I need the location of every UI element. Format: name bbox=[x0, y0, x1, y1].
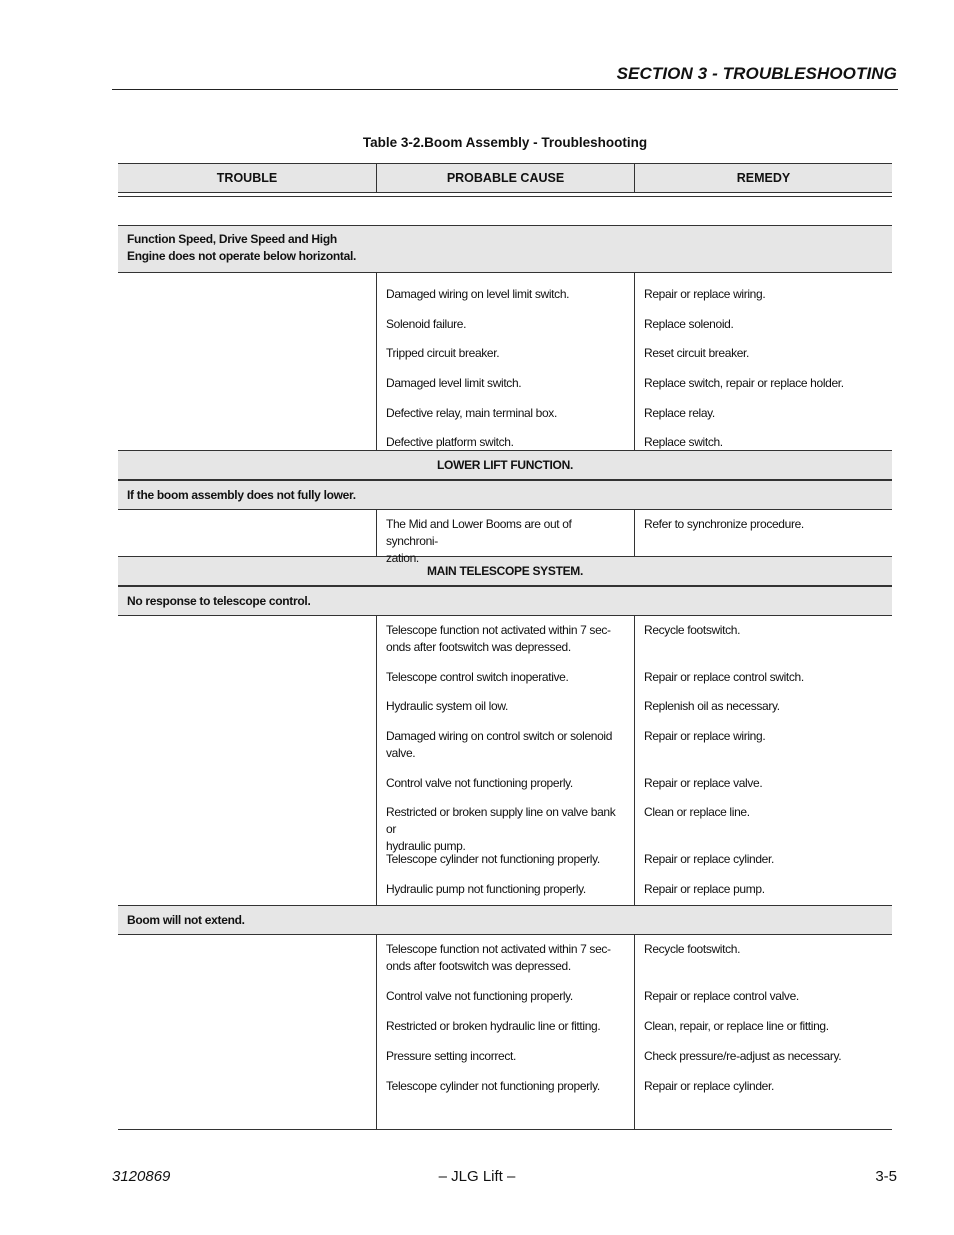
remedy-cell: Repair or replace control valve. bbox=[644, 989, 799, 1003]
probable-cause-cell: Restricted or broken hydraulic line or fitting. bbox=[386, 1019, 601, 1033]
remedy-cell: Repair or replace pump. bbox=[644, 882, 765, 896]
remedy-cell: Replace switch. bbox=[644, 435, 723, 449]
remedy-column bbox=[634, 935, 892, 1129]
probable-cause-cell: Hydraulic pump not functioning properly. bbox=[386, 882, 586, 896]
table-spacer bbox=[118, 197, 892, 225]
remedy-cell: Recycle footswitch. bbox=[644, 942, 741, 956]
remedy-cell: Repair or replace wiring. bbox=[644, 729, 766, 743]
probable-cause-cell: Telescope function not activated within 7 sec- onds after footswitch was depressed. bbox=[386, 623, 611, 654]
troubleshooting-table bbox=[118, 163, 892, 1130]
remedy-cell: Repair or replace cylinder. bbox=[644, 1079, 774, 1093]
group-body bbox=[118, 273, 892, 450]
probable-cause-cell: Tripped circuit breaker. bbox=[386, 346, 500, 360]
table-caption: Table 3-2.Boom Assembly - Troubleshooting bbox=[362, 135, 648, 150]
trouble-text: Engine does not operate below horizontal. bbox=[127, 249, 357, 263]
trouble-band: Boom will not extend. bbox=[118, 905, 892, 935]
probable-cause-cell: Telescope function not activated within 7 sec- onds after footswitch was depressed. bbox=[386, 942, 611, 973]
probable-cause-cell: Control valve not functioning properly. bbox=[386, 989, 573, 1003]
cause-column bbox=[376, 616, 634, 905]
remedy-cell: Clean, repair, or replace line or fitting. bbox=[644, 1019, 829, 1033]
remedy-column bbox=[634, 616, 892, 905]
remedy-cell: Repair or replace wiring. bbox=[644, 287, 766, 301]
column-header-trouble: TROUBLE bbox=[216, 171, 278, 185]
group-body bbox=[118, 616, 892, 905]
table-header-row bbox=[118, 163, 892, 193]
column-header-probable-cause: PROBABLE CAUSE bbox=[376, 164, 634, 192]
header-rule bbox=[112, 89, 898, 90]
remedy-cell: Replace switch, repair or replace holder. bbox=[644, 376, 844, 390]
probable-cause-cell: Damaged wiring on control switch or solenoid valve. bbox=[386, 729, 613, 760]
document-number: 3120869 bbox=[112, 1168, 171, 1185]
probable-cause-cell: Defective platform switch. bbox=[386, 435, 514, 449]
remedy-cell: Clean or replace line. bbox=[644, 805, 750, 819]
group-body bbox=[118, 935, 892, 1130]
trouble-column bbox=[118, 616, 376, 905]
trouble-band bbox=[118, 225, 892, 273]
trouble-column bbox=[118, 273, 376, 450]
probable-cause-cell: Defective relay, main terminal box. bbox=[386, 406, 557, 420]
probable-cause-cell: Telescope cylinder not functioning properly. bbox=[386, 852, 600, 866]
probable-cause-cell: Telescope control switch inoperative. bbox=[386, 670, 569, 684]
remedy-column bbox=[634, 273, 892, 450]
cause-column bbox=[376, 273, 634, 450]
page-number: 3-5 bbox=[875, 1168, 897, 1185]
remedy-cell: Replenish oil as necessary. bbox=[644, 699, 780, 713]
trouble-band: No response to telescope control. bbox=[118, 586, 892, 616]
probable-cause-cell: Solenoid failure. bbox=[386, 317, 467, 331]
remedy-cell: Refer to synchronize procedure. bbox=[644, 517, 804, 531]
trouble-column bbox=[118, 935, 376, 1129]
section-band: LOWER LIFT FUNCTION. bbox=[118, 450, 892, 480]
probable-cause-cell: Damaged level limit switch. bbox=[386, 376, 522, 390]
probable-cause-cell: Hydraulic system oil low. bbox=[386, 699, 508, 713]
probable-cause-cell: The Mid and Lower Booms are out of synchroni- zation. bbox=[386, 517, 572, 565]
probable-cause-cell: Restricted or broken supply line on valve bank or hydraulic pump. bbox=[386, 805, 616, 853]
trouble-band: If the boom assembly does not fully lower. bbox=[118, 480, 892, 510]
remedy-cell: Recycle footswitch. bbox=[644, 623, 741, 637]
remedy-cell: Repair or replace valve. bbox=[644, 776, 763, 790]
remedy-cell: Check pressure/re-adjust as necessary. bbox=[644, 1049, 842, 1063]
remedy-cell: Replace solenoid. bbox=[644, 317, 734, 331]
trouble-column bbox=[118, 510, 376, 556]
section-title: SECTION 3 - TROUBLESHOOTING bbox=[616, 64, 897, 83]
probable-cause-cell: Telescope cylinder not functioning properly. bbox=[386, 1079, 600, 1093]
column-header-remedy: REMEDY bbox=[634, 164, 892, 192]
probable-cause-cell: Pressure setting incorrect. bbox=[386, 1049, 516, 1063]
remedy-cell: Repair or replace cylinder. bbox=[644, 852, 774, 866]
remedy-cell: Reset circuit breaker. bbox=[644, 346, 750, 360]
probable-cause-cell: Control valve not functioning properly. bbox=[386, 776, 573, 790]
footer-brand: – JLG Lift – bbox=[438, 1168, 516, 1185]
remedy-column bbox=[634, 510, 892, 556]
remedy-cell: Replace relay. bbox=[644, 406, 715, 420]
remedy-cell: Repair or replace control switch. bbox=[644, 670, 804, 684]
group-body bbox=[118, 510, 892, 565]
cause-column bbox=[376, 935, 634, 1129]
trouble-text: Function Speed, Drive Speed and High bbox=[127, 232, 337, 246]
cause-column bbox=[376, 510, 634, 565]
section-band: MAIN TELESCOPE SYSTEM. bbox=[118, 556, 892, 586]
probable-cause-cell: Damaged wiring on level limit switch. bbox=[386, 287, 570, 301]
